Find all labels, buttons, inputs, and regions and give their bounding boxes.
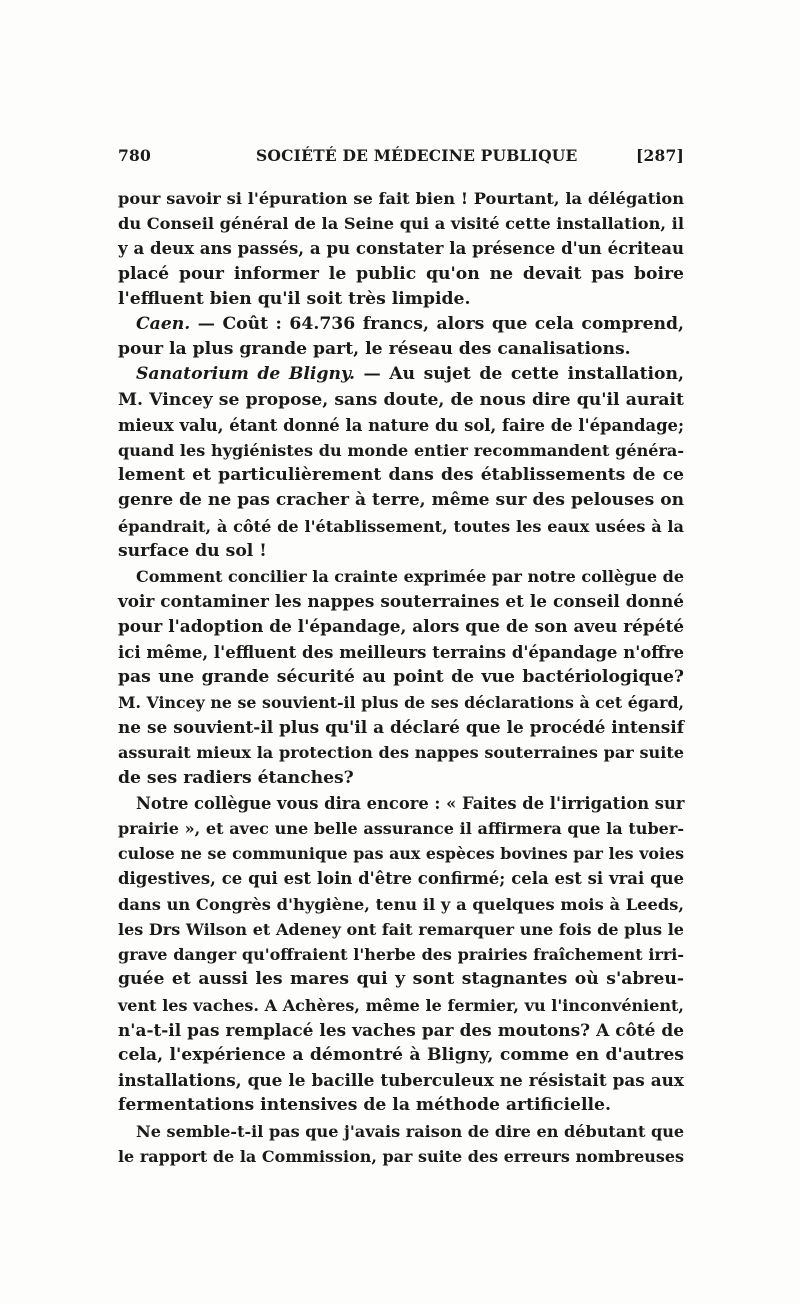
text-line: M. Vincey ne se souvient-il plus de ses déclarations à cet égard, <box>118 693 684 713</box>
paragraph <box>118 1119 684 1169</box>
paragraph <box>118 791 684 1119</box>
text-line: de ses radiers étanches? <box>118 767 354 788</box>
text-line: pour savoir si l'épuration se fait bien ! Pourtant, la délégation <box>118 189 684 208</box>
text-line: voir contaminer les nappes souterraines et le conseil donné <box>118 591 684 612</box>
text-line <box>118 362 684 387</box>
text-line: Comment concilier la crainte exprimée par notre collègue de <box>136 567 685 587</box>
text-line: épandrait, à côté de l'établissement, toutes les eaux usées à la <box>118 516 684 536</box>
text-line: ne se souvient-il plus qu'il a déclaré que le procédé intensif <box>118 717 684 738</box>
text-line: digestives, ce qui est loin d'être confirmé; cela est si vrai que <box>118 869 684 889</box>
text-line: dans un Congrès d'hygiène, tenu il y a quelques mois à Leeds, <box>118 894 684 914</box>
text-line: genre de ne pas cracher à terre, même sur des pelouses on <box>118 490 684 511</box>
text-line: M. Vincey se propose, sans doute, de nous dire qu'il aurait <box>118 389 684 410</box>
text-line: lement et particulièrement dans des établissements de ce <box>118 465 684 486</box>
text-line: assurait mieux la protection des nappes souterraines par suite <box>118 743 684 763</box>
text-line: mieux valu, étant donné la nature du sol, faire de l'épandage; <box>118 415 684 435</box>
text-line: fermentations intensives de la méthode artificielle. <box>118 1095 611 1116</box>
text-line: y a deux ans passés, a pu constater la présence d'un écriteau <box>118 238 684 259</box>
text-line: le rapport de la Commission, par suite des erreurs nombreuses <box>118 1146 684 1166</box>
text-line: pour l'adoption de l'épandage, alors que de son aveu répété <box>118 616 684 637</box>
paragraph <box>118 186 684 312</box>
text-line: guée et aussi les mares qui y sont stagnantes où s'abreu- <box>118 969 684 990</box>
text-line: pas une grande sécurité au point de vue bactériologique? <box>118 666 684 687</box>
paragraph <box>118 564 684 791</box>
italic-lead: Sanatorium de Bligny. <box>136 364 355 385</box>
text-line: n'a-t-il pas remplacé les vaches par des moutons? A côté de <box>118 1019 684 1040</box>
text-line: pour la plus grande part, le réseau des canalisations. <box>118 339 631 360</box>
text-line: placé pour informer le public qu'on ne devait pas boire <box>118 263 684 284</box>
page-number: 780 <box>118 146 151 165</box>
text-line: Ne semble-t-il pas que j'avais raison de dire en débutant que <box>136 1121 685 1141</box>
text-line: les Drs Wilson et Adeney ont fait remarquer une fois de plus le <box>118 919 684 939</box>
text-line: l'effluent bien qu'il soit très limpide. <box>118 288 471 309</box>
text-line: installations, que le bacille tuberculeux ne résistait pas aux <box>118 1070 684 1091</box>
text-line: Notre collègue vous dira encore : « Faites de l'irrigation sur <box>136 793 685 813</box>
paragraph <box>118 312 684 362</box>
text-line: quand les hygiénistes du monde entier recommandent généra- <box>118 441 684 461</box>
text-line: grave danger qu'offraient l'herbe des prairies fraîchement irri- <box>118 945 684 965</box>
bracketed-page-number: [287] <box>635 146 684 165</box>
paragraph <box>118 362 684 564</box>
text-line: du Conseil général de la Seine qui a visité cette installation, il <box>118 214 684 234</box>
text-line: culose ne se communique pas aux espèces bovines par les voies <box>118 844 684 864</box>
text-line: ici même, l'effluent des meilleurs terrains d'épandage n'offre <box>118 642 684 662</box>
text-line <box>118 312 684 337</box>
text-line: surface du sol ! <box>118 540 267 561</box>
text-line: vent les vaches. A Achères, même le fermier, vu l'inconvénient, <box>118 995 684 1015</box>
text-line: cela, l'expérience a démontré à Bligny, comme en d'autres <box>118 1044 684 1065</box>
running-head <box>118 146 684 170</box>
text-fragment: — Coût : 64.736 francs, alors que cela comprend, <box>190 314 684 335</box>
text-fragment: — Au sujet de cette installation, <box>354 364 684 385</box>
italic-lead: Caen. <box>136 314 191 335</box>
body-text <box>118 186 684 1169</box>
journal-title: SOCIÉTÉ DE MÉDECINE PUBLIQUE <box>256 146 578 165</box>
text-line: prairie », et avec une belle assurance il affirmera que la tuber- <box>118 819 684 839</box>
